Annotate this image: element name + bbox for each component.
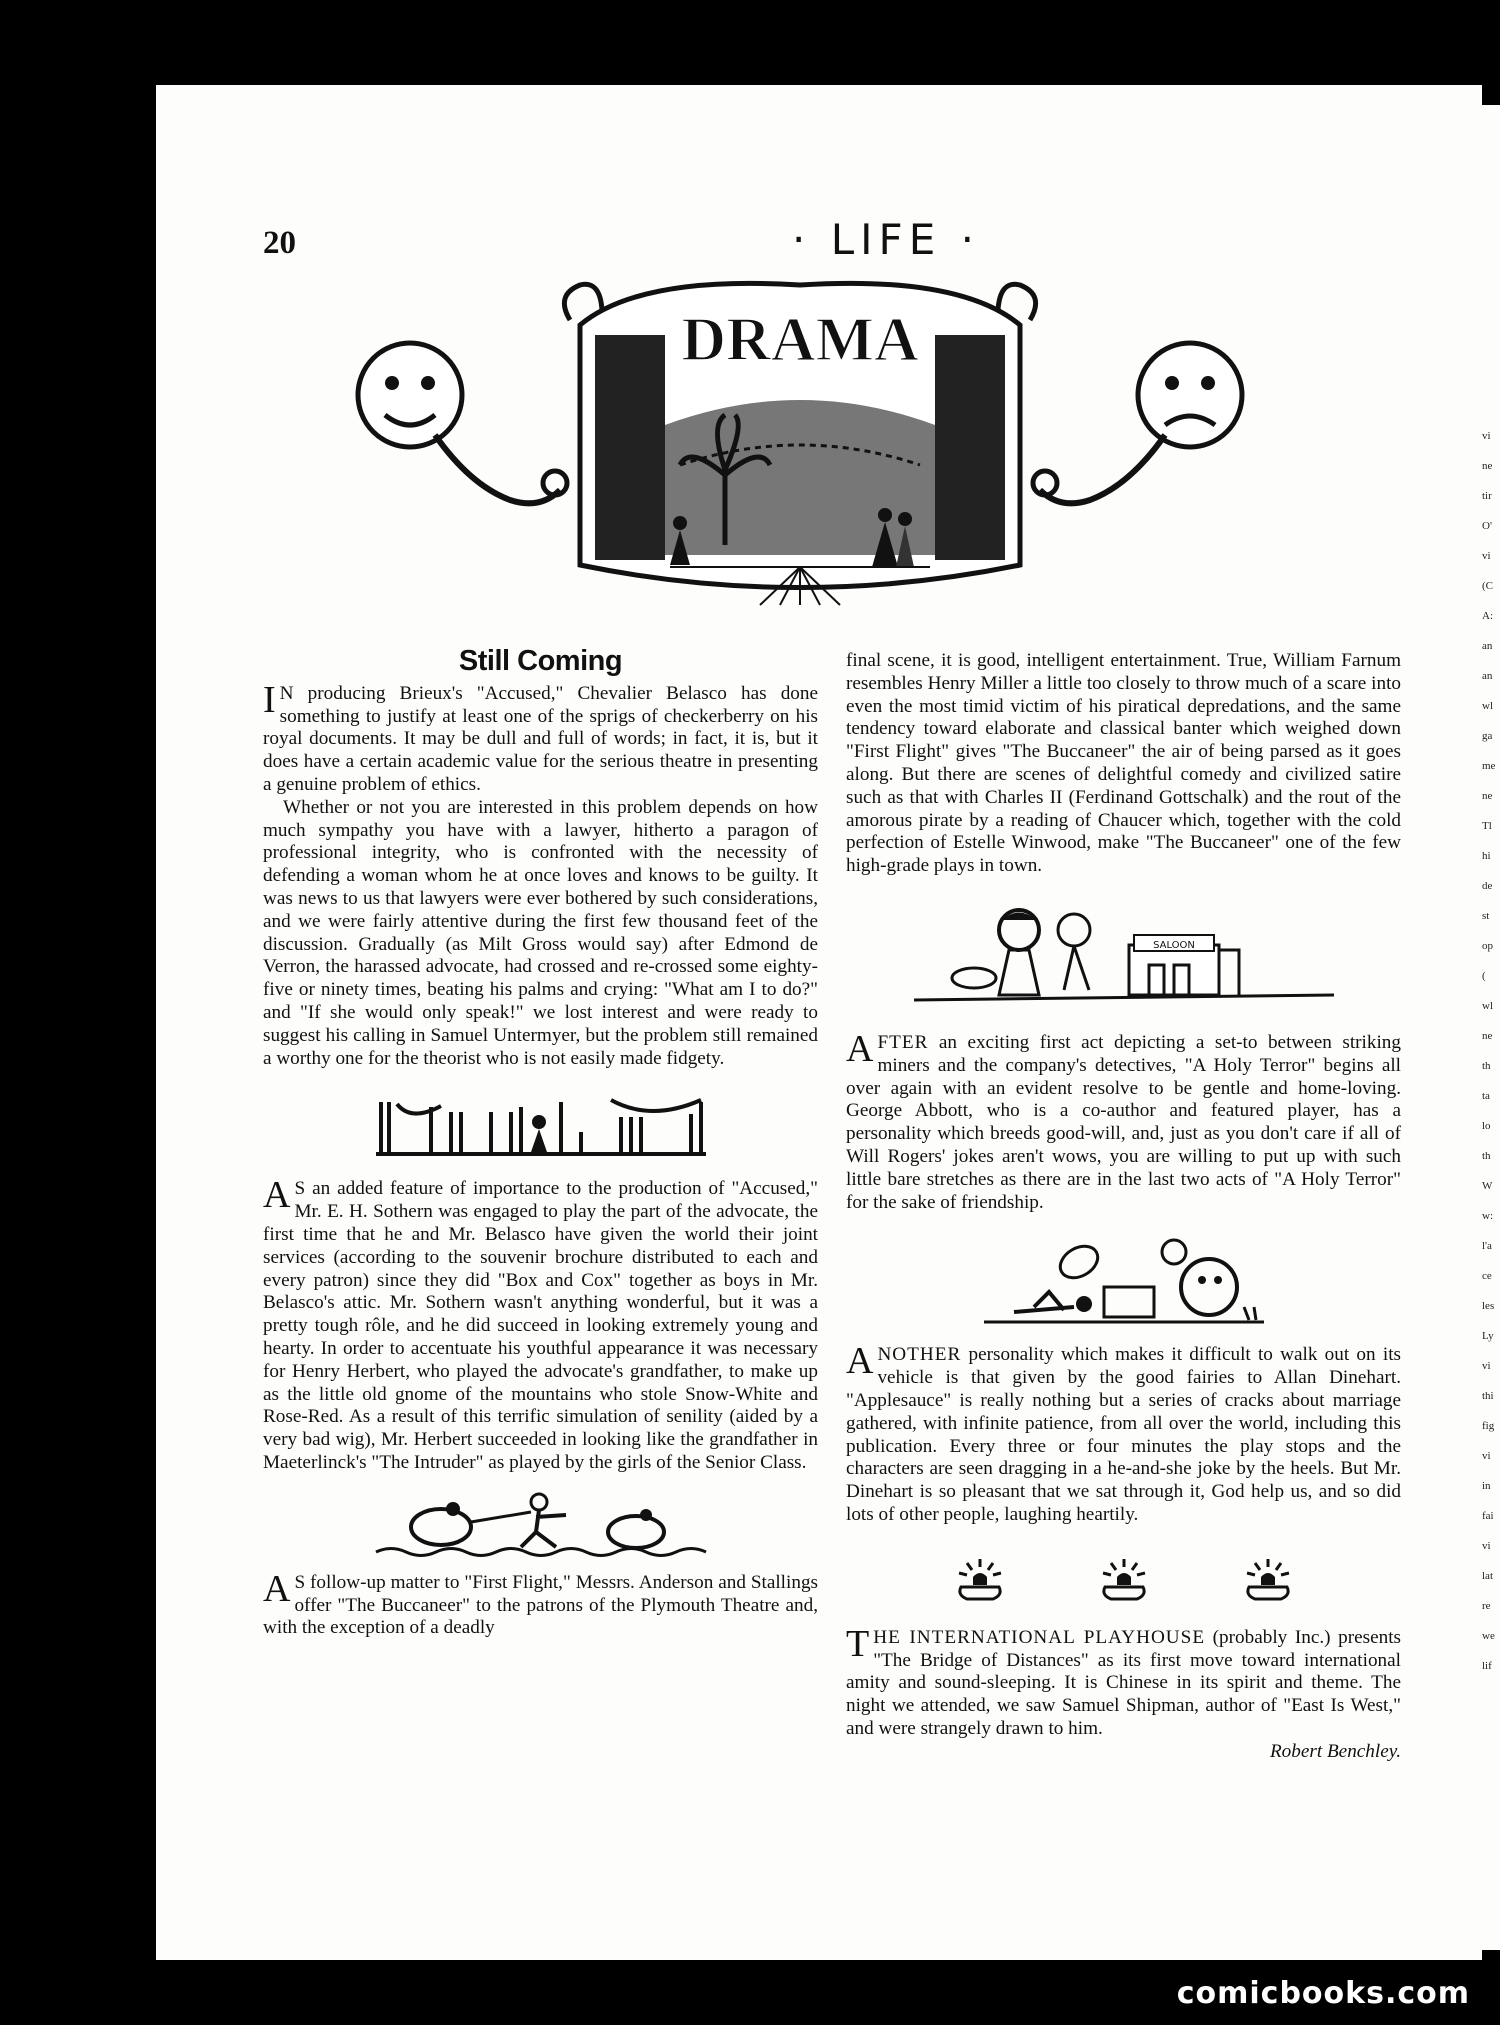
facing-page-fragment: ne: [1482, 790, 1493, 802]
paragraph-text: an exciting first act depicting a set-to between striking miners and the company's detectives, "A Holy Terror" begins all over again with an evident resolve to be gentle and home-loving. George Abbott, who is a co-author and featured player, has a personality which breeds good-will, and, just as you don't care if all of Will Rogers' jokes aren't wows, you are willing to put up with such little bare stretches as there are in the last two acts of "A Holy Terror" for the sake of friendship.: [846, 1031, 1401, 1213]
facing-page-fragment: ga: [1482, 730, 1493, 742]
site-watermark: comicbooks.com: [1176, 1976, 1470, 2011]
drop-cap: T: [846, 1622, 870, 1665]
oil-lamp-icon: [1097, 1555, 1151, 1603]
facing-page-fragment: Tl: [1482, 820, 1492, 832]
facing-page-fragment: vi: [1482, 1450, 1491, 1462]
facing-page-fragment: O': [1482, 520, 1492, 532]
small-caps-lead: FTER: [877, 1031, 929, 1053]
facing-page-fragment: wl: [1482, 1000, 1493, 1012]
facing-page-fragment: st: [1482, 910, 1490, 922]
left-column: [263, 645, 818, 1640]
small-caps-lead: NOTHER: [877, 1344, 962, 1366]
facing-page-fragment: Ly: [1482, 1330, 1494, 1342]
fencing-figures-illustration: [371, 1487, 711, 1562]
drop-cap: I: [263, 678, 276, 721]
drop-cap: A: [846, 1340, 874, 1383]
paragraph: [846, 1340, 1401, 1526]
facing-page-fragment: les: [1482, 1300, 1495, 1312]
paragraph-text: personality which makes it difficult to walk out on its vehicle is that given by the good fairies to Allan Dinehart. "Applesauce" is really nothing but a series of cracks about marriage gathered, with infinite patience, from all over the world, including this publication. Every three or four minutes the play stops and the characters are seen dragging in a he-and-she joke by the heels. But Mr. Dinehart is so pleasant that we sat through it, God help us, and so did lots of other people, laughing heartily.: [846, 1344, 1401, 1525]
drama-banner-illustration: [340, 265, 1260, 630]
magazine-page: [156, 85, 1482, 1960]
small-caps-lead: HE INTERNATIONAL PLAYHOUSE: [873, 1626, 1206, 1648]
facing-page-fragment: ne: [1482, 1030, 1493, 1042]
paragraph-text: (probably Inc.) presents "The Bridge of Distances" as its first move toward international amity and sound-sleeping. It is Chinese in its spirit and theme. The night we attended, we saw Samuel Shipman, author of "East Is West," and were strangely drawn to him.: [846, 1626, 1402, 1739]
facing-page-fragment: we: [1482, 1630, 1495, 1642]
facing-page-edge: [1480, 105, 1500, 1950]
paragraph: Whether or not you are interested in this problem depends on how much sympathy you have with a lawyer, hitherto a paragon of professional integrity, who is confronted with the necessity of defending a woman whom he at once loves and knows to be guilty. It was news to us that lawyers were ever bothered by such considerations, and we were fairly attentive during the first few thousand feet of the discussion. Gradually (as Milt Gross would say) after Edmond de Verron, the harassed advocate, had crossed and re-crossed some eighty-five or ninety times, beating his palms and crying: "What am I to do?" and "If she would only speak!" we lost interest and were ready to suggest his calling in Samuel Untermyer, but the problem still remained a worthy one for the theorist who is not easily made fidgety.: [263, 796, 818, 1069]
facing-page-fragment: ce: [1482, 1270, 1492, 1282]
facing-page-fragment: op: [1482, 940, 1493, 952]
facing-page-fragment: vi: [1482, 430, 1491, 442]
paragraph: final scene, it is good, intelligent entertainment. True, William Farnum resembles Henry Miller a little too closely to throw much of a scare into even the most timid victim of his piratical depredations, and the same tendency toward elaborate and classical banter which weighed down "First Flight" gives "The Buccaneer" the air of being parsed as it goes along. But there are scenes of delightful comedy and civilized satire such as that with Charles II (Ferdinand Gottschalk) and the rout of the amorous pirate by a reading of Chaucer which, together with the cold perfection of Estelle Winwood, make "The Buccaneer" one of the few high-grade plays in town.: [846, 650, 1401, 877]
article-headline: Still Coming: [458, 645, 623, 677]
facing-page-fragment: th: [1482, 1060, 1491, 1072]
facing-page-fragment: vi: [1482, 550, 1491, 562]
facing-page-fragment: (C: [1482, 580, 1493, 592]
facing-page-fragment: in: [1482, 1480, 1491, 1492]
lamp-ornament-row: [846, 1555, 1401, 1603]
author-signature: Robert Benchley.: [1269, 1740, 1401, 1762]
facing-page-fragment: de: [1482, 880, 1493, 892]
facing-page-fragment: lat: [1482, 1570, 1493, 1582]
page-number: 20: [263, 225, 296, 261]
facing-page-fragment: l'a: [1482, 1240, 1492, 1252]
banner-title: DRAMA: [681, 306, 919, 374]
paragraph: [263, 678, 818, 797]
paragraph-text: S follow-up matter to "First Flight," Messrs. Anderson and Stallings offer "The Buccaneer" to the patrons of the Plymouth Theatre and, with the exception of a deadly: [263, 1571, 818, 1639]
facing-page-fragment: A:: [1482, 610, 1493, 622]
facing-page-fragment: fig: [1482, 1420, 1495, 1432]
drop-cap: A: [263, 1567, 291, 1610]
facing-page-fragment: vi: [1482, 1360, 1491, 1372]
masthead-title: · LIFE ·: [792, 215, 980, 264]
facing-page-fragment: wl: [1482, 700, 1493, 712]
facing-page-fragment: vi: [1482, 1540, 1491, 1552]
drop-cap: A: [846, 1027, 874, 1070]
facing-page-fragment: th: [1482, 1150, 1491, 1162]
drop-cap: A: [263, 1174, 291, 1217]
facing-page-fragment: ne: [1482, 460, 1493, 472]
facing-page-fragment: fai: [1482, 1510, 1494, 1522]
left-mask-icon: [358, 343, 567, 503]
facing-page-fragment: me: [1482, 760, 1496, 772]
right-mask-icon: [1033, 343, 1242, 503]
oil-lamp-icon: [953, 1555, 1007, 1603]
facing-page-fragment: re: [1482, 1600, 1491, 1612]
paragraph: [846, 1027, 1401, 1214]
saloon-scene-illustration: [914, 900, 1334, 1010]
facing-page-fragment: hi: [1482, 850, 1491, 862]
facing-page-fragment: lo: [1482, 1120, 1491, 1132]
facing-page-fragment: an: [1482, 670, 1493, 682]
stage-curtain-illustration: [371, 1092, 711, 1162]
facing-page-fragment: ta: [1482, 1090, 1490, 1102]
right-column: [846, 650, 1401, 1764]
oil-lamp-icon: [1241, 1555, 1295, 1603]
paragraph-text: S an added feature of importance to the production of "Accused," Mr. E. H. Sothern was engaged to play the part of the advocate, the first time that he and Mr. Belasco have given the world their joint services (according to the souvenir brochure distributed to each and every patron) since they did "Box and Cox" together as boys in Mr. Belasco's attic. Mr. Sothern wasn't anything wonderful, but it was a pretty tough rôle, and he did succeed in looking extremely young and hearty. In order to accentuate his youthful appearance it was necessary for Henry Herbert, who played the advocate's grandfather, to make up as the little old gnome of the mountains who stole Snow-White and Rose-Red. As a result of this terrific simulation of senility (aided by a very bad wig), Mr. Herbert succeeded in looking like the grandfather in Maeterlinck's "The Intruder" as played by the girls of the Senior Class.: [263, 1178, 818, 1473]
paragraph: [263, 1174, 818, 1474]
facing-page-fragment: lif: [1482, 1660, 1492, 1672]
collapsed-figures-illustration: [974, 1232, 1274, 1332]
paragraph: [263, 1567, 818, 1640]
facing-page-fragment: (: [1482, 970, 1486, 982]
facing-page-fragment: tir: [1482, 490, 1492, 502]
facing-page-fragment: thi: [1482, 1390, 1494, 1402]
facing-page-fragment: w:: [1482, 1210, 1493, 1222]
saloon-sign-text: SALOON: [1152, 939, 1195, 951]
paragraph: [846, 1622, 1402, 1741]
paragraph-text: N producing Brieux's "Accused," Chevalier Belasco has done something to justify at least one of the sprigs of checkerberry on his royal documents. It may be dull and full of words; in fact, it is, but it does have a certain academic value for the serious theatre in presenting a genuine problem of ethics.: [263, 682, 818, 795]
facing-page-fragment: an: [1482, 640, 1493, 652]
facing-page-fragment: W: [1482, 1180, 1493, 1192]
